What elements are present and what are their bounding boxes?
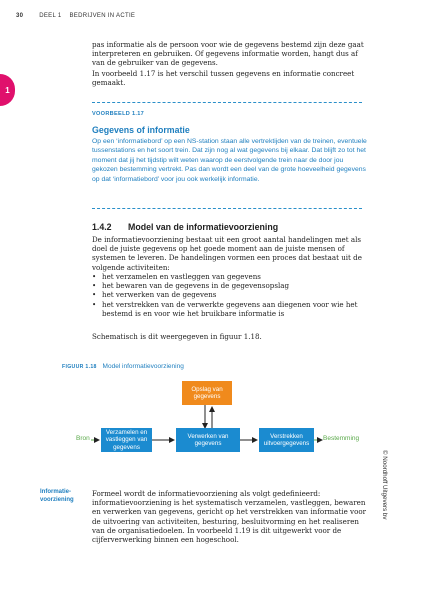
- chapter-number: 1: [5, 85, 10, 95]
- figure-label: FIGUUR 1.18: [62, 364, 97, 370]
- running-header: [16, 13, 135, 19]
- activity-list: [92, 272, 368, 318]
- figure-caption: [62, 363, 184, 370]
- list-item: • het bewaren van de gegevens in de gegevensopslag: [92, 281, 368, 290]
- section-number: 1.4.2: [92, 222, 112, 232]
- list-item: • het verwerken van de gegevens: [92, 290, 368, 299]
- process-box-label: Verwerken van gegevens: [187, 432, 229, 447]
- example-bottom-divider: [92, 208, 362, 209]
- destination-label: Bestemming: [323, 435, 360, 442]
- figure-title: Model informatievoorziening: [102, 363, 184, 370]
- list-item: • het verstrekken van de verwerkte gegevens aan diegenen voor wie het bestemd is en voor wie het bruikbare informatie is: [92, 300, 368, 318]
- section-title: Model van de informatievoorziening: [128, 222, 279, 232]
- part-label: DEEL 1: [39, 13, 62, 19]
- example-text: Op een ‘informatiebord’ op een NS-station staan alle vertrektijden van de treinen, eventuele tussenstations en het soort trein. Dat zijn nog al wat gegevens bij elkaar. Dat blijft zo tot het moment dat jij het tijdstip wilt weten waarop de eerstvolgende trein naar de door jou gekozen bestemming vertrekt. Pas dan wordt een deel van de grote hoeveelheid gegevens op dat ‘informatiebord’ voor jou ook werkelijk informatie.: [92, 138, 367, 183]
- definition-paragraph: Formeel wordt de informatievoorziening als volgt gedefinieerd: informatievoorziening is het systematisch verzamelen, vastleggen, bewaren en verwerken van gegevens, gericht op het verstrekken van informatie voor de uitvoering van activiteiten, besturing, besluitvorming en het realiseren van de organisatiedoelen. In voorbeeld 1.19 is dit uitgewerkt voor de cijferverwerking binnen een hogeschool.: [92, 489, 366, 545]
- source-label: Bron: [76, 435, 90, 442]
- process-box: [176, 428, 240, 452]
- storage-box-label: Opslag van gegevens: [191, 385, 223, 400]
- example-top-divider: [92, 102, 362, 103]
- section-heading: [92, 222, 278, 232]
- information-model-diagram: [0, 376, 425, 471]
- intro-paragraph-2: In voorbeeld 1.17 is het verschil tussen gegevens en informatie concreet gemaakt.: [92, 69, 355, 88]
- example-label: VOORBEELD 1.17: [92, 111, 145, 117]
- part-title: BEDRIJVEN IN ACTIE: [69, 13, 136, 19]
- example-title: Gegevens of informatie: [92, 125, 190, 135]
- chapter-tab: [0, 74, 15, 106]
- margin-term: Informatie-voorziening: [40, 489, 74, 503]
- intro-paragraph: pas informatie als de persoon voor wie de gegevens bestemd zijn deze gaat interpreteren en gebruiken. Of gegevens informatie worden, hangt dus af van de gebruiker van de gegevens.: [92, 40, 364, 68]
- provide-box-label: Verstrekken uitvoergegevens: [263, 432, 310, 447]
- provide-box: [259, 428, 314, 452]
- copyright-notice: © Noordhoff Uitgevers bv: [381, 450, 388, 520]
- page-number: 30: [16, 13, 24, 19]
- section-intro: De informatievoorziening bestaat uit een groot aantal handelingen met als doel de juiste gegevens op het goede moment aan de juiste mensen of systemen te leveren. De handelingen vormen een proces dat bestaat uit de volgende activiteiten:: [92, 235, 362, 272]
- collect-box: [101, 428, 152, 452]
- list-item: • het verzamelen en vastleggen van gegevens: [92, 272, 368, 281]
- section-after: Schematisch is dit weergegeven in figuur 1.18.: [92, 332, 262, 341]
- storage-box: [182, 381, 232, 405]
- collect-box-label: Verzamelen en vastleggen van gegevens: [105, 428, 148, 451]
